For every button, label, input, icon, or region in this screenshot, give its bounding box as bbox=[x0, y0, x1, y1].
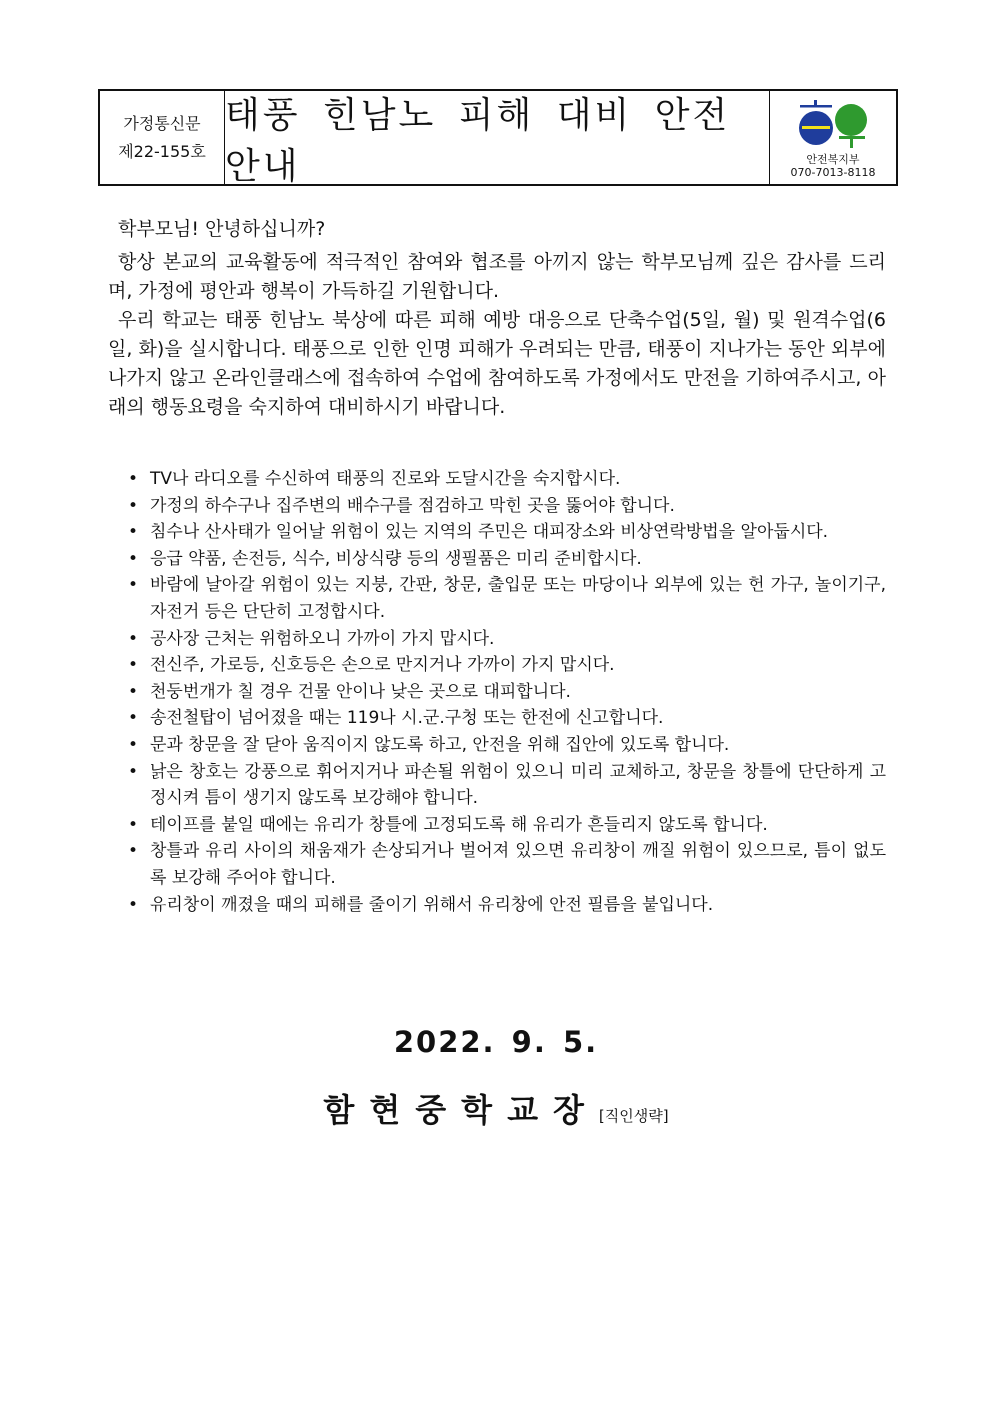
signer-name: 함현중학교장 bbox=[323, 1091, 599, 1129]
guideline-item: • 송전철탑이 넘어졌을 때는 119나 시.군.구청 또는 한전에 신고합니다. bbox=[126, 705, 886, 732]
department-phone: 070-7013-8118 bbox=[790, 166, 876, 179]
school-logo-icon bbox=[796, 99, 870, 151]
guideline-item: • 바람에 날아갈 위험이 있는 지붕, 간판, 창문, 출입문 또는 마당이나 외부에 있는 헌 가구, 놀이기구, 자전거 등은 단단히 고정합시다. bbox=[126, 572, 886, 625]
department-info bbox=[769, 91, 896, 184]
notice-category: 가정통신문 bbox=[123, 113, 201, 133]
guideline-item: • 침수나 산사태가 일어날 위험이 있는 지역의 주민은 대피장소와 비상연락방법을 알아둡시다. bbox=[126, 519, 886, 546]
notice-info bbox=[100, 91, 225, 184]
guideline-item: • 전신주, 가로등, 신호등은 손으로 만지거나 가까이 가지 맙시다. bbox=[126, 652, 886, 679]
guideline-item: • 공사장 근처는 위험하오니 가까이 가지 맙시다. bbox=[126, 626, 886, 653]
guideline-item: • 응급 약품, 손전등, 식수, 비상식량 등의 생필품은 미리 준비합시다. bbox=[126, 546, 886, 573]
intro-paragraph-1: 항상 본교의 교육활동에 적극적인 참여와 협조를 아끼지 않는 학부모님께 깊은 감사를 드리며, 가정에 평안과 행복이 가득하길 기원합니다. bbox=[108, 251, 886, 302]
guideline-item: • 천둥번개가 칠 경우 건물 안이나 낮은 곳으로 대피합니다. bbox=[126, 679, 886, 706]
guideline-item: • 유리창이 깨졌을 때의 피해를 줄이기 위해서 유리창에 안전 필름을 붙입니다. bbox=[126, 892, 886, 919]
issue-date: 2022. 9. 5. bbox=[393, 1025, 599, 1059]
guideline-list bbox=[126, 466, 886, 918]
notice-number: 제22-155호 bbox=[118, 141, 206, 161]
document-title: 태풍 힌남노 피해 대비 안전 안내 bbox=[225, 94, 731, 187]
intro-paragraph-2: 우리 학교는 태풍 힌남노 북상에 따른 피해 예방 대응으로 단축수업(5일, 월) 및 원격수업(6일, 화)을 실시합니다. 태풍으로 인한 인명 피해가 우려되는 만큼, 태풍이 지나가는 동안 외부에 나가지 않고 온라인클래스에 접속하여 수업에 참여하도록 가정에서도 만전을 기하여주시고, 아래의 행동요령을 숙지하여 대비하시기 바랍니다. bbox=[108, 309, 886, 418]
guideline-item: • 가정의 하수구나 집주변의 배수구를 점검하고 막힌 곳을 뚫어야 합니다. bbox=[126, 493, 886, 520]
guideline-item: • 문과 창문을 잘 닫아 움직이지 않도록 하고, 안전을 위해 집안에 있도록 합니다. bbox=[126, 732, 886, 759]
guideline-item: • 테이프를 붙일 때에는 유리가 창틀에 고정되도록 해 유리가 흔들리지 않도록 합니다. bbox=[126, 812, 886, 839]
guideline-item: • 창틀과 유리 사이의 채움재가 손상되거나 벌어져 있으면 유리창이 깨질 위험이 있으므로, 틈이 없도록 보강해 주어야 합니다. bbox=[126, 838, 886, 891]
guideline-item: • TV나 라디오를 수신하여 태풍의 진로와 도달시간을 숙지합시다. bbox=[126, 466, 886, 493]
greeting: 학부모님! 안녕하십니까? bbox=[118, 218, 326, 240]
header-box bbox=[98, 89, 898, 186]
department-name: 안전복지부 bbox=[806, 153, 860, 166]
seal-note: [직인생략] bbox=[598, 1107, 669, 1125]
signature-block bbox=[0, 1085, 992, 1131]
guideline-item: • 낡은 창호는 강풍으로 휘어지거나 파손될 위험이 있으니 미리 교체하고, 창문을 창틀에 단단하게 고정시켜 틈이 생기지 않도록 보강해야 합니다. bbox=[126, 759, 886, 812]
intro-section bbox=[108, 215, 886, 422]
